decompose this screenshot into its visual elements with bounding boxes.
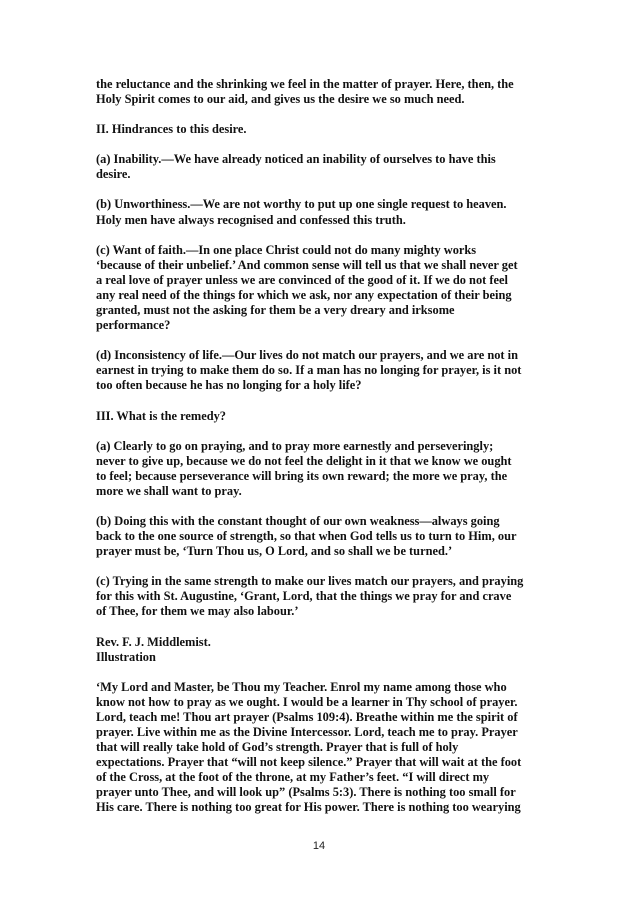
- paragraph: [96, 514, 556, 559]
- text-line: the reluctance and the shrinking we feel in the matter of prayer. Here, then, the: [96, 77, 514, 91]
- text-line: know not how to pray as we ought. I would be a learner in Thy school of prayer.: [96, 694, 518, 709]
- text-line: ‘because of their unbelief.’ And common sense will tell us that we shall never get: [96, 257, 518, 272]
- text-line: of the Cross, at the foot of the throne, at my Father’s feet. “I will direct my: [96, 770, 490, 785]
- text-line: (c) Want of faith.—In one place Christ could not do many mighty works: [96, 242, 477, 257]
- text-line: Holy Spirit comes to our aid, and gives us the desire we so much need.: [96, 92, 465, 107]
- text-line: that will really take hold of God’s strength. Prayer that is full of holy: [96, 740, 459, 755]
- text-line: back to the one source of strength, so that when God tells us to turn to Him, our: [96, 529, 517, 544]
- text-line: performance?: [96, 318, 171, 333]
- text-line: Illustration: [96, 649, 156, 664]
- text-line: expectations. Prayer that “will not keep silence.” Prayer that will wait at the foot: [96, 755, 522, 770]
- paragraph: [96, 77, 556, 107]
- text-line: more we shall want to pray.: [96, 483, 242, 498]
- text-line: never to give up, because we do not feel the delight in it that we know we ought: [96, 453, 512, 468]
- text-line: ‘My Lord and Master, be Thou my Teacher. Enrol my name among those who: [96, 679, 507, 694]
- paragraph: [96, 348, 556, 393]
- paragraph: [96, 409, 556, 424]
- text-line: prayer. Live within me as the Divine Intercessor. Lord, teach me to pray. Prayer: [96, 725, 518, 739]
- paragraph: [96, 635, 556, 665]
- text-line: any real need of the things for which we ask, nor any expectation of their being: [96, 287, 512, 302]
- text-line: Lord, teach me! Thou art prayer (Psalms 109:4). Breathe within me the spirit of: [96, 709, 518, 724]
- page-number: 14: [312, 840, 326, 852]
- text-line: desire.: [96, 167, 131, 182]
- text-line: of Thee, for them we may also labour.’: [96, 604, 299, 619]
- text-line: Rev. F. J. Middlemist.: [96, 634, 211, 649]
- text-line: prayer must be, ‘Turn Thou us, O Lord, and so shall we be turned.’: [96, 544, 453, 559]
- page-body: [96, 77, 556, 816]
- text-line: His care. There is nothing too great for His power. There is nothing too wearying: [96, 800, 521, 815]
- paragraph: [96, 243, 556, 334]
- text-line: (c) Trying in the same strength to make our lives match our prayers, and praying: [96, 574, 524, 589]
- text-line: too often because he has no longing for a holy life?: [96, 378, 362, 393]
- text-line: to feel; because perseverance will bring its own reward; the more we pray, the: [96, 468, 508, 483]
- text-line: granted, must not the asking for them be a very dreary and irksome: [96, 303, 455, 318]
- text-line: III. What is the remedy?: [96, 408, 226, 423]
- text-line: II. Hindrances to this desire.: [96, 122, 247, 137]
- text-line: (b) Unworthiness.—We are not worthy to put up one single request to heaven.: [96, 197, 507, 212]
- paragraph: [96, 574, 556, 619]
- text-line: earnest in trying to make them do so. If a man has no longing for prayer, is it not: [96, 363, 522, 378]
- text-line: (d) Inconsistency of life.—Our lives do not match our prayers, and we are not in: [96, 348, 518, 363]
- text-line: (a) Inability.—We have already noticed an inability of ourselves to have this: [96, 152, 496, 167]
- paragraph: [96, 152, 556, 182]
- text-line: (a) Clearly to go on praying, and to pray more earnestly and perseveringly;: [96, 438, 494, 453]
- text-line: (b) Doing this with the constant thought of our own weakness—always going: [96, 513, 500, 528]
- paragraph: [96, 680, 556, 816]
- text-line: a real love of prayer unless we are convinced of the good of it. If we do not feel: [96, 272, 508, 287]
- text-line: prayer unto Thee, and will look up” (Psalms 5:3). There is nothing too small for: [96, 785, 516, 800]
- text-line: Holy men have always recognised and confessed this truth.: [96, 212, 406, 227]
- paragraph: [96, 122, 556, 137]
- paragraph: [96, 197, 556, 227]
- paragraph: [96, 439, 556, 499]
- text-line: for this with St. Augustine, ‘Grant, Lord, that the things we pray for and crave: [96, 589, 512, 604]
